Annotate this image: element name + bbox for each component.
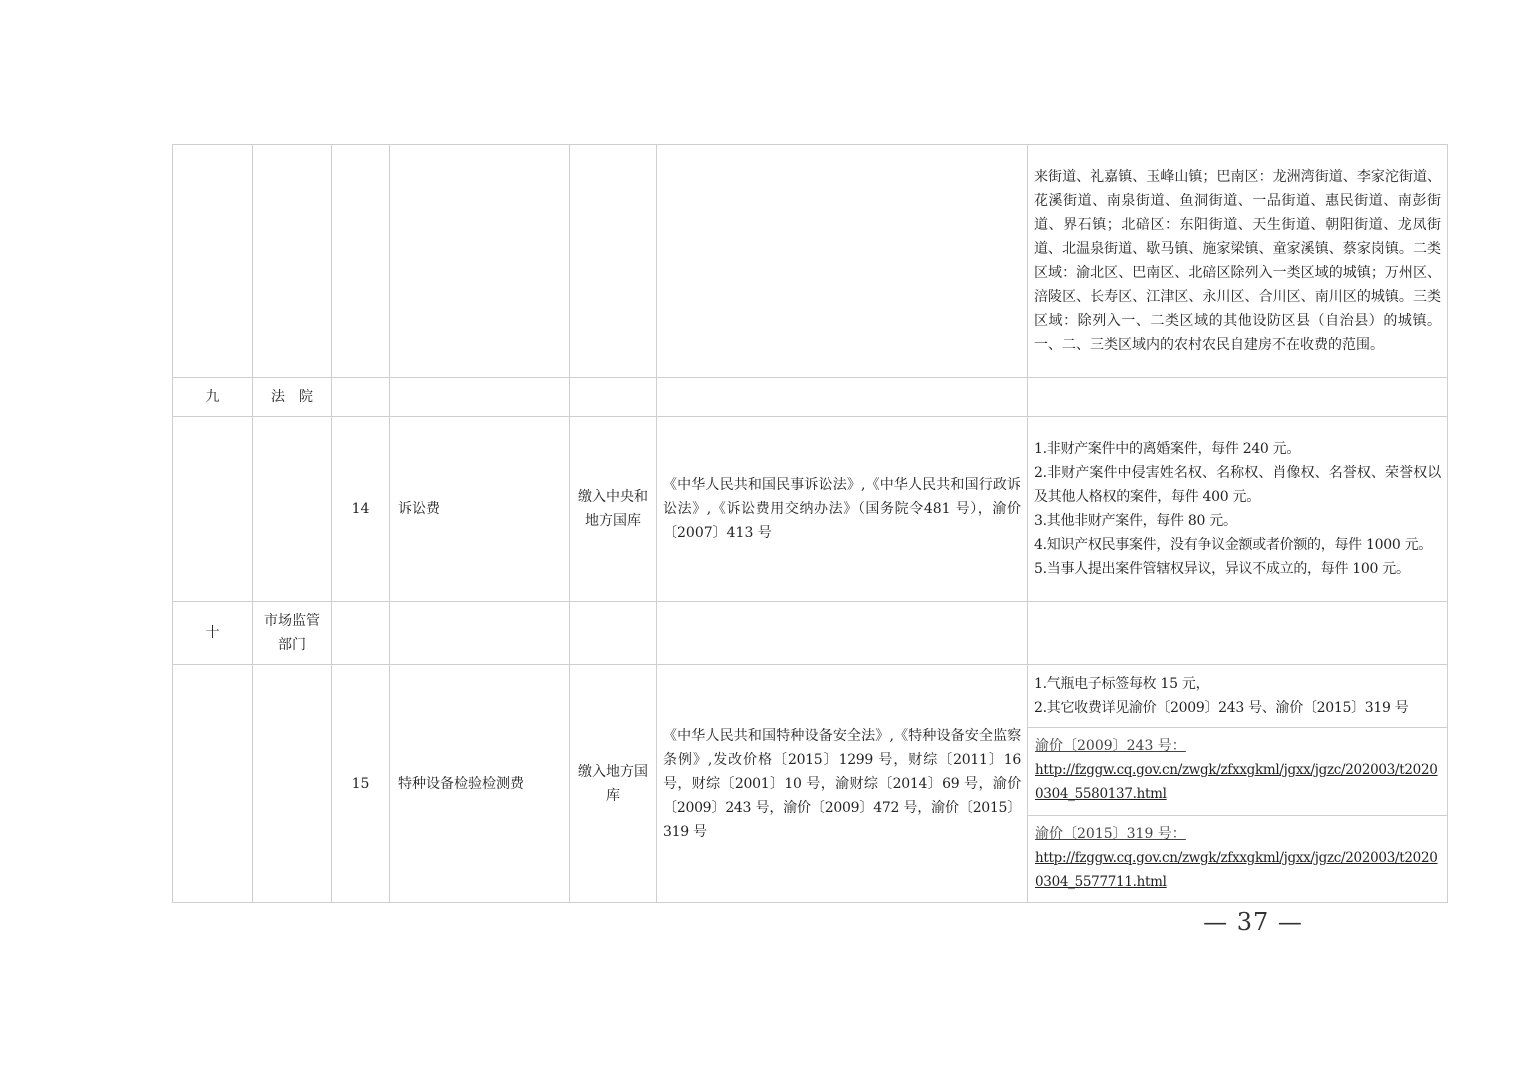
cell-empty: [657, 145, 1028, 378]
standard-line: 1.非财产案件中的离婚案件，每件 240 元。: [1034, 441, 1301, 457]
cell-empty: [332, 378, 390, 417]
table-row-section-court: [173, 378, 1448, 417]
standard-line: 4.知识产权民事案件，没有争议金额或者价额的，每件 1000 元。: [1034, 537, 1432, 553]
reference-link-label[interactable]: 渝价〔2009〕243 号：: [1035, 738, 1186, 754]
standard-line: 3.其他非财产案件，每件 80 元。: [1034, 513, 1237, 529]
cell-empty: [253, 145, 332, 378]
reference-link-url[interactable]: http://fzggw.cq.gov.cn/zwgk/zfxxgkml/jgxx/jgzc/202003/t20200304_5580137.html: [1035, 762, 1438, 802]
item-basis: 《中华人民共和国民事诉讼法》,《中华人民共和国行政诉讼法》,《诉讼费用交纳办法》（国务院令481 号），渝价〔2007〕413 号: [663, 477, 1021, 541]
cell-empty: [570, 378, 657, 417]
cell-empty: [173, 417, 253, 602]
table-row-section-market: [173, 602, 1448, 665]
reference-link-cell: [1028, 816, 1448, 903]
reference-link-cell: [1028, 728, 1448, 816]
cell-empty: [657, 378, 1028, 417]
item-standards: [1028, 433, 1447, 585]
standard-line: 1.气瓶电子标签每枚 15 元，: [1034, 676, 1210, 692]
item-destination: 缴入中央和地方国库: [570, 417, 657, 602]
cell-region-description: [1028, 145, 1448, 378]
section-name-line: 部门: [278, 637, 306, 653]
region-description-text: 来街道、礼嘉镇、玉峰山镇；巴南区：龙洲湾街道、李家沱街道、花溪街道、南泉街道、鱼洞街道、一品街道、惠民街道、南彭街道、界石镇；北碚区：东阳街道、天生街道、朝阳街道、龙凤街道、北温泉街道、歇马镇、施家梁镇、童家溪镇、蔡家岗镇。二类区域：渝北区、巴南区、北碚区除列入一类区域的城镇；万州区、涪陵区、长寿区、江津区、永川区、合川区、南川区的城镇。三类区域：除列入一、二类区域的其他设防区县（自治县）的城镇。一、二、三类区域内的农村农民自建房不在收费的范围。: [1034, 169, 1441, 353]
cell-empty: [570, 145, 657, 378]
table-row-item-15: [173, 665, 1448, 728]
reference-link-label[interactable]: 渝价〔2015〕319 号：: [1035, 826, 1186, 842]
cell-empty: [253, 417, 332, 602]
standard-line: 2.其它收费详见渝价〔2009〕243 号、渝价〔2015〕319 号: [1034, 700, 1409, 716]
item-basis-cell: [657, 417, 1028, 602]
cell-empty: [657, 602, 1028, 665]
section-number: 十: [173, 602, 253, 665]
cell-empty: [332, 145, 390, 378]
table-row-continued: [173, 145, 1448, 378]
cell-empty: [253, 665, 332, 903]
cell-empty: [390, 378, 570, 417]
item-seq: 15: [332, 665, 390, 903]
page-number: — 37 —: [1203, 908, 1303, 936]
item-standards: [1028, 668, 1447, 724]
reference-link-url[interactable]: http://fzggw.cq.gov.cn/zwgk/zfxxgkml/jgxx/jgzc/202003/t20200304_5577711.html: [1035, 850, 1438, 890]
item-destination: 缴入地方国库: [570, 665, 657, 903]
cell-empty: [390, 145, 570, 378]
item-standards-cell: [1028, 417, 1448, 602]
cell-empty: [173, 145, 253, 378]
section-name: 法 院: [253, 378, 332, 417]
item-seq: 14: [332, 417, 390, 602]
fee-table: [172, 144, 1448, 903]
standard-line: 2.非财产案件中侵害姓名权、名称权、肖像权、名誉权、荣誉权以及其他人格权的案件，每件 400 元。: [1034, 465, 1441, 505]
item-standards-cell: [1028, 665, 1448, 728]
item-name: 特种设备检验检测费: [390, 665, 570, 903]
table-row-item-14: [173, 417, 1448, 602]
cell-empty: [1028, 602, 1448, 665]
cell-empty: [390, 602, 570, 665]
cell-empty: [173, 665, 253, 903]
standard-line: 5.当事人提出案件管辖权异议，异议不成立的，每件 100 元。: [1034, 561, 1410, 577]
section-name-line: 市场监管: [264, 613, 320, 629]
cell-empty: [332, 602, 390, 665]
cell-empty: [1028, 378, 1448, 417]
cell-empty: [570, 602, 657, 665]
section-number: 九: [173, 378, 253, 417]
item-basis: 《中华人民共和国特种设备安全法》,《特种设备安全监察条例》,发改价格〔2015〕1299 号，财综〔2011〕16 号，财综〔2001〕10 号，渝财综〔2014〕69 号，渝价〔2009〕243 号，渝价〔2009〕472 号，渝价〔2015〕319 号: [663, 727, 1021, 840]
item-name: 诉讼费: [390, 417, 570, 602]
item-basis-cell: [657, 665, 1028, 903]
section-name: [253, 602, 332, 665]
